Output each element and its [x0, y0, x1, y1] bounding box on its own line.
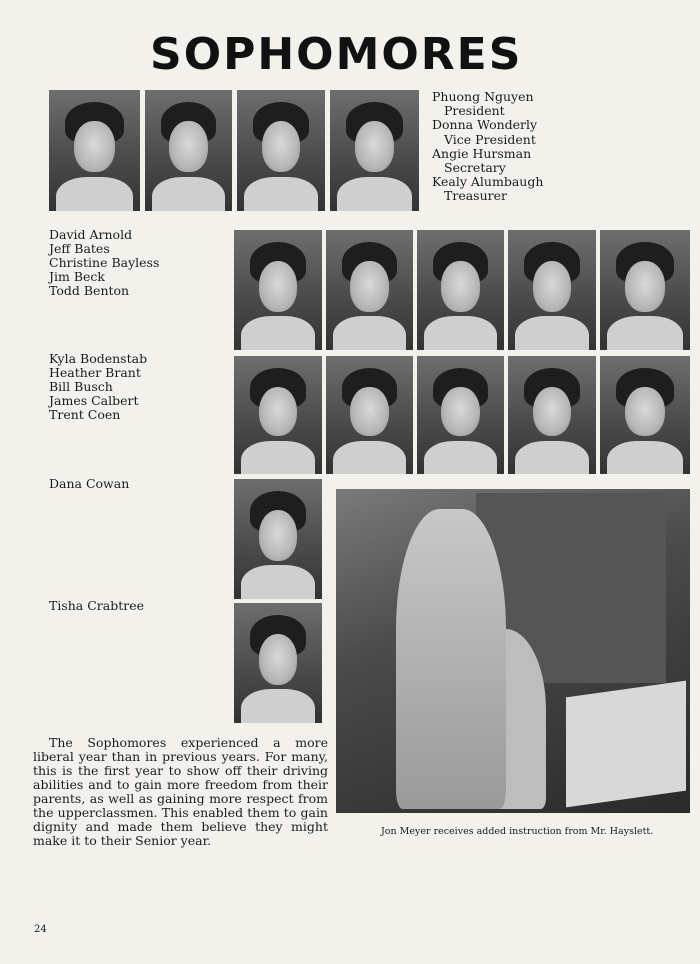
student-photo — [234, 230, 322, 350]
officer-photo — [49, 90, 140, 211]
officer-role: Secretary — [444, 160, 506, 176]
student-photo — [508, 356, 596, 474]
student-photo — [600, 230, 690, 350]
student-photo — [234, 479, 322, 599]
page-title: SOPHOMORES — [150, 29, 523, 80]
officer-name: Phuong Nguyen — [432, 89, 534, 104]
student-name: Bill Busch — [49, 379, 113, 394]
page-number: 24 — [34, 924, 47, 935]
student-photo — [417, 230, 504, 350]
student-photo — [326, 230, 413, 350]
student-name: Christine Bayless — [49, 255, 160, 270]
student-name: James Calbert — [49, 393, 139, 408]
classroom-photo — [336, 489, 690, 813]
body-paragraph: The Sophomores experienced a more liberal year than in previous years. For many, this is the first year to show off their driving abilities and to gain more freedom from their parents, as well as gaining more respect from the upperclassmen. This enabled them to gain dignity and made them believe they might make it to their Senior year. — [33, 735, 328, 848]
officer-name: Angie Hursman — [432, 145, 532, 161]
student-photo — [234, 603, 322, 723]
officer-photo — [145, 90, 232, 211]
row2-names — [49, 352, 147, 422]
student-photo — [326, 356, 413, 474]
student-name: Jeff Bates — [49, 241, 110, 256]
officer-name: Donna Wonderly — [432, 117, 538, 133]
student-name: Trent Coen — [49, 407, 121, 422]
student-name: Tisha Crabtree — [49, 598, 145, 613]
officer-role: Vice President — [444, 131, 536, 147]
officer-photo — [237, 90, 325, 211]
student-name: Jim Beck — [49, 269, 105, 284]
student-photo — [600, 356, 690, 474]
student-name: Kyla Bodenstab — [49, 351, 148, 366]
officer-list — [432, 90, 543, 204]
student-name: Dana Cowan — [49, 476, 130, 491]
student-name: David Arnold — [49, 227, 133, 242]
student-name: Heather Brant — [49, 365, 141, 380]
row1-names — [49, 228, 159, 298]
student-photo — [417, 356, 504, 474]
student-photo — [508, 230, 596, 350]
photo-caption: Jon Meyer receives added instruction from Mr. Hayslett. — [381, 826, 654, 837]
officer-role: President — [444, 103, 505, 119]
officer-photo — [330, 90, 419, 211]
student-photo — [234, 356, 322, 474]
officer-name: Kealy Alumbaugh — [432, 174, 544, 190]
officer-role: Treasurer — [444, 188, 507, 204]
student-name: Todd Benton — [49, 283, 130, 298]
